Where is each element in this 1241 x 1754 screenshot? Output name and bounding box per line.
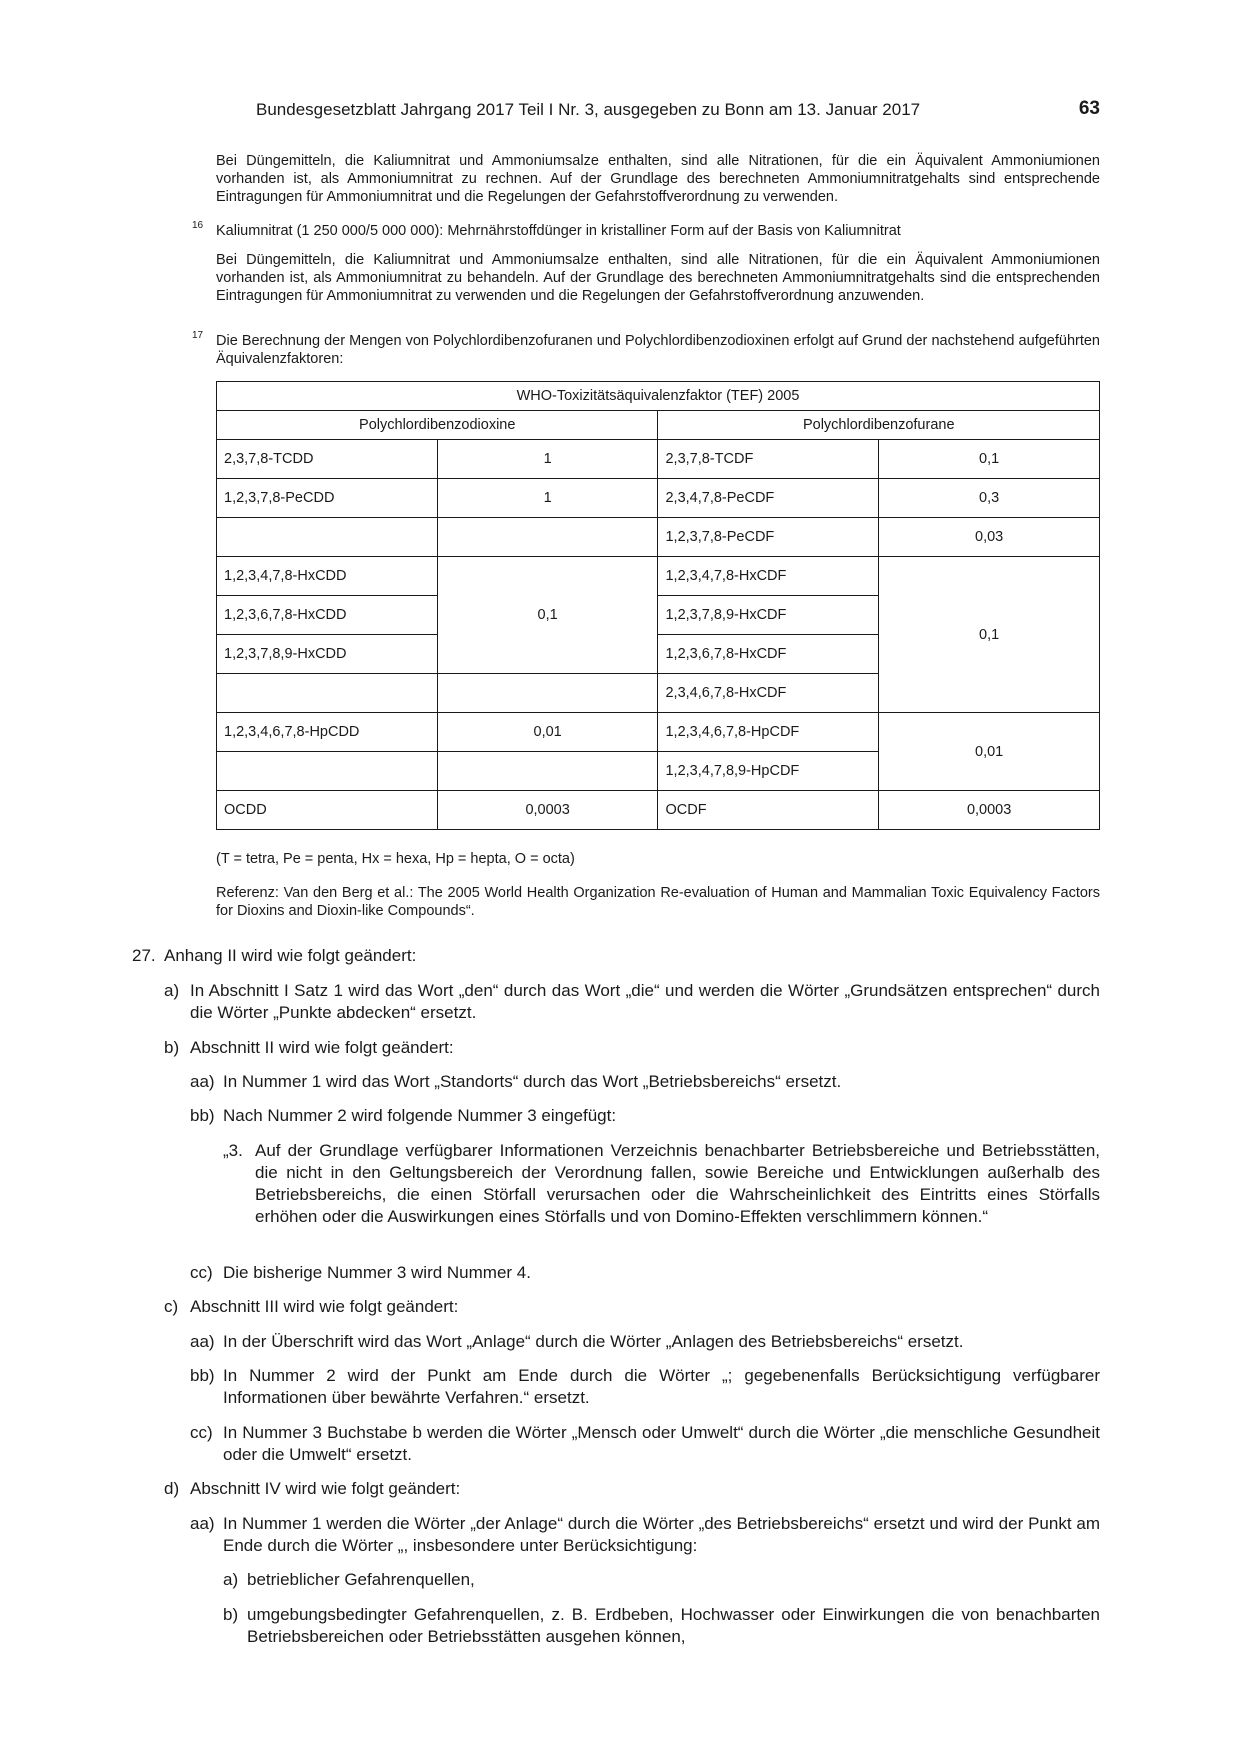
dioxin-factor-cell: 0,01 [437,713,658,752]
footnote-17 [216,332,1100,368]
table-row [217,557,1100,596]
item-c-aa-label: aa) [190,1332,215,1351]
page-header [256,100,1100,124]
footnote-paragraph: Bei Düngemitteln, die Kaliumnitrat und Ammoniumsalze enthalten, sind alle Nitrationen, für die ein Äquivalent Ammoniumionen vorhanden ist, als Ammoniumnitrat zu rechnen. Auf der Grundlage des berechneten Ammoniumnitratgehalts sind entsprechende Eintragungen für Ammoniumnitrat und die Regelungen der Gefahrstoffverordnung zu verwenden. [216,153,1100,205]
table-row [217,479,1100,518]
dioxin-factor-cell [437,518,658,557]
column-group-dioxine: Polychlordibenzodioxine [217,411,658,440]
dioxin-name-cell [217,752,438,791]
furan-name-cell: 2,3,7,8-TCDF [658,440,879,479]
item-c-bb-text: In Nummer 2 wird der Punkt am Ende durch die Wörter „; gegebenenfalls Berücksichtigung verfügbarer Informationen über bewährte Verfahren.“ ersetzt. [223,1366,1100,1407]
item-c-text: Abschnitt III wird wie folgt geändert: [190,1297,459,1316]
item-c-label: c) [164,1297,179,1316]
furan-name-cell: OCDF [658,791,879,830]
footnote-16-title: Kaliumnitrat (1 250 000/5 000 000): Mehrnährstoffdünger in kristalliner Form auf der Basis von Kaliumnitrat [216,223,901,239]
item-d-b-label: b) [223,1605,239,1624]
item-b-bb-text: Nach Nummer 2 wird folgende Nummer 3 eingefügt: [223,1106,617,1125]
furan-name-cell: 1,2,3,7,8,9-HxCDF [658,596,879,635]
dioxin-name-cell: 1,2,3,6,7,8-HxCDD [217,596,438,635]
table-legend: (T = tetra, Pe = penta, Hx = hexa, Hp = hepta, O = octa) [216,851,575,867]
item-b-aa-text: In Nummer 1 wird das Wort „Standorts“ durch das Wort „Betriebsbereichs“ ersetzt. [223,1072,842,1091]
item-d-a-label: a) [223,1570,239,1589]
dioxin-name-cell: 2,3,7,8-TCDD [217,440,438,479]
table-row [217,440,1100,479]
item-d-b-text: umgebungsbedingter Gefahrenquellen, z. B. Erdbeben, Hochwasser oder Einwirkungen die von benachbarten Betriebsbereichen oder Betriebsstätten ausgehen können, [247,1605,1100,1646]
item-b-cc-label: cc) [190,1263,213,1282]
running-title: Bundesgesetzblatt Jahrgang 2017 Teil I Nr. 3, ausgegeben zu Bonn am 13. Januar 2017 [256,100,921,119]
dioxin-name-cell: OCDD [217,791,438,830]
footnote-16 [216,222,1100,240]
item-c-cc-label: cc) [190,1423,213,1442]
item-d-text: Abschnitt IV wird wie folgt geändert: [190,1479,461,1498]
table-title-row [217,382,1100,411]
column-group-furane: Polychlordibenzofurane [658,411,1100,440]
furan-factor-cell: 0,01 [879,713,1100,791]
furan-factor-cell: 0,0003 [879,791,1100,830]
footnote-number-17: 17 [192,330,204,341]
furan-name-cell: 1,2,3,4,7,8-HxCDF [658,557,879,596]
item-c-cc-text: In Nummer 3 Buchstabe b werden die Wörter „Mensch oder Umwelt“ durch die Wörter „die menschliche Gesundheit oder die Umwelt“ ersetzt. [223,1423,1100,1464]
dioxin-name-cell: 1,2,3,7,8,9-HxCDD [217,635,438,674]
item-a-label: a) [164,981,180,1000]
item-b-bb-label: bb) [190,1106,215,1125]
furan-factor-cell: 0,3 [879,479,1100,518]
dioxin-factor-cell [437,752,658,791]
furan-name-cell: 2,3,4,6,7,8-HxCDF [658,674,879,713]
item-b-cc-text: Die bisherige Nummer 3 wird Nummer 4. [223,1263,531,1282]
footnote-number-16: 16 [192,220,204,231]
furan-factor-cell: 0,1 [879,557,1100,713]
furan-name-cell: 1,2,3,4,6,7,8-HpCDF [658,713,879,752]
furan-name-cell: 1,2,3,4,7,8,9-HpCDF [658,752,879,791]
dioxin-name-cell [217,674,438,713]
table-reference: Referenz: Van den Berg et al.: The 2005 World Health Organization Re-evaluation of Human and Mammalian Toxic Equivalency Factors for Dioxins and Dioxin-like Compounds“. [216,885,1100,919]
table-title: WHO-Toxizitätsäquivalenzfaktor (TEF) 2005 [217,382,1100,411]
item-c-aa-text: In der Überschrift wird das Wort „Anlage“ durch die Wörter „Anlagen des Betriebsbereichs“ ersetzt. [223,1332,964,1351]
page-number: 63 [1078,98,1100,119]
item-d-label: d) [164,1479,180,1498]
item-d-a-text: betrieblicher Gefahrenquellen, [247,1570,475,1589]
dioxin-factor-cell: 0,0003 [437,791,658,830]
footnote-paragraph: Bei Düngemitteln, die Kaliumnitrat und Ammoniumsalze enthalten, sind alle Nitrationen, für die ein Äquivalent Ammoniumionen vorhanden ist, als Ammoniumnitrat zu behandeln. Auf der Grundlage des berechneten Ammoniumnitratgehalts sind die entsprechenden Eintragungen für Ammoniumnitrat zu verwenden und die Regelungen der Gefahrstoffverordnung anzuwenden. [216,252,1100,304]
inserted-item-3-text: Auf der Grundlage verfügbarer Informationen Verzeichnis benachbarter Betriebsbereiche und Betriebsstätten, die nicht in den Geltungsbereich der Verordnung fallen, sowie Bereiche und Entwicklungen außerhalb des Betriebsbereichs, die einen Störfall verursachen oder die Wahrscheinlichkeit des Eintritts eines Störfalls erhöhen oder die Auswirkungen eines Störfalls und von Domino-Effekten verschlimmern können.“ [255,1141,1100,1226]
table-row [217,791,1100,830]
item-27-label: 27. [132,946,156,965]
furan-name-cell: 2,3,4,7,8-PeCDF [658,479,879,518]
dioxin-factor-cell: 0,1 [437,557,658,674]
dioxin-name-cell: 1,2,3,7,8-PeCDD [217,479,438,518]
item-b-aa-label: aa) [190,1072,215,1091]
furan-name-cell: 1,2,3,7,8-PeCDF [658,518,879,557]
furan-factor-cell: 0,1 [879,440,1100,479]
item-d-aa-text: In Nummer 1 werden die Wörter „der Anlage“ durch die Wörter „des Betriebsbereichs“ ersetzt und wird der Punkt am Ende durch die Wörter „, insbesondere unter Berücksichtigung: [223,1514,1100,1555]
dioxin-name-cell [217,518,438,557]
inserted-item-3-label: „3. [223,1141,243,1160]
item-a-text: In Abschnitt I Satz 1 wird das Wort „den“ durch das Wort „die“ und werden die Wörter „Grundsätzen entsprechen“ durch die Wörter „Punkte abdecken“ ersetzt. [190,981,1100,1022]
table-row [217,713,1100,752]
footnote-17-text: Die Berechnung der Mengen von Polychlordibenzofuranen und Polychlordibenzodioxinen erfolgt auf Grund der nachstehend aufgeführten Äquivalenzfaktoren: [216,333,1100,367]
furan-factor-cell: 0,03 [879,518,1100,557]
footnote-16-body [216,251,1100,305]
item-d-aa-label: aa) [190,1514,215,1533]
dioxin-factor-cell: 1 [437,479,658,518]
dioxin-factor-cell: 1 [437,440,658,479]
item-b-label: b) [164,1038,180,1057]
item-c-bb-label: bb) [190,1366,215,1385]
item-27-text: Anhang II wird wie folgt geändert: [164,946,417,965]
item-b-text: Abschnitt II wird wie folgt geändert: [190,1038,454,1057]
footnote-15-continuation [216,152,1100,206]
table-row [217,518,1100,557]
dioxin-name-cell: 1,2,3,4,7,8-HxCDD [217,557,438,596]
dioxin-name-cell: 1,2,3,4,6,7,8-HpCDD [217,713,438,752]
dioxin-factor-cell [437,674,658,713]
table-group-header-row [217,411,1100,440]
furan-name-cell: 1,2,3,6,7,8-HxCDF [658,635,879,674]
tef-table [216,381,1100,830]
